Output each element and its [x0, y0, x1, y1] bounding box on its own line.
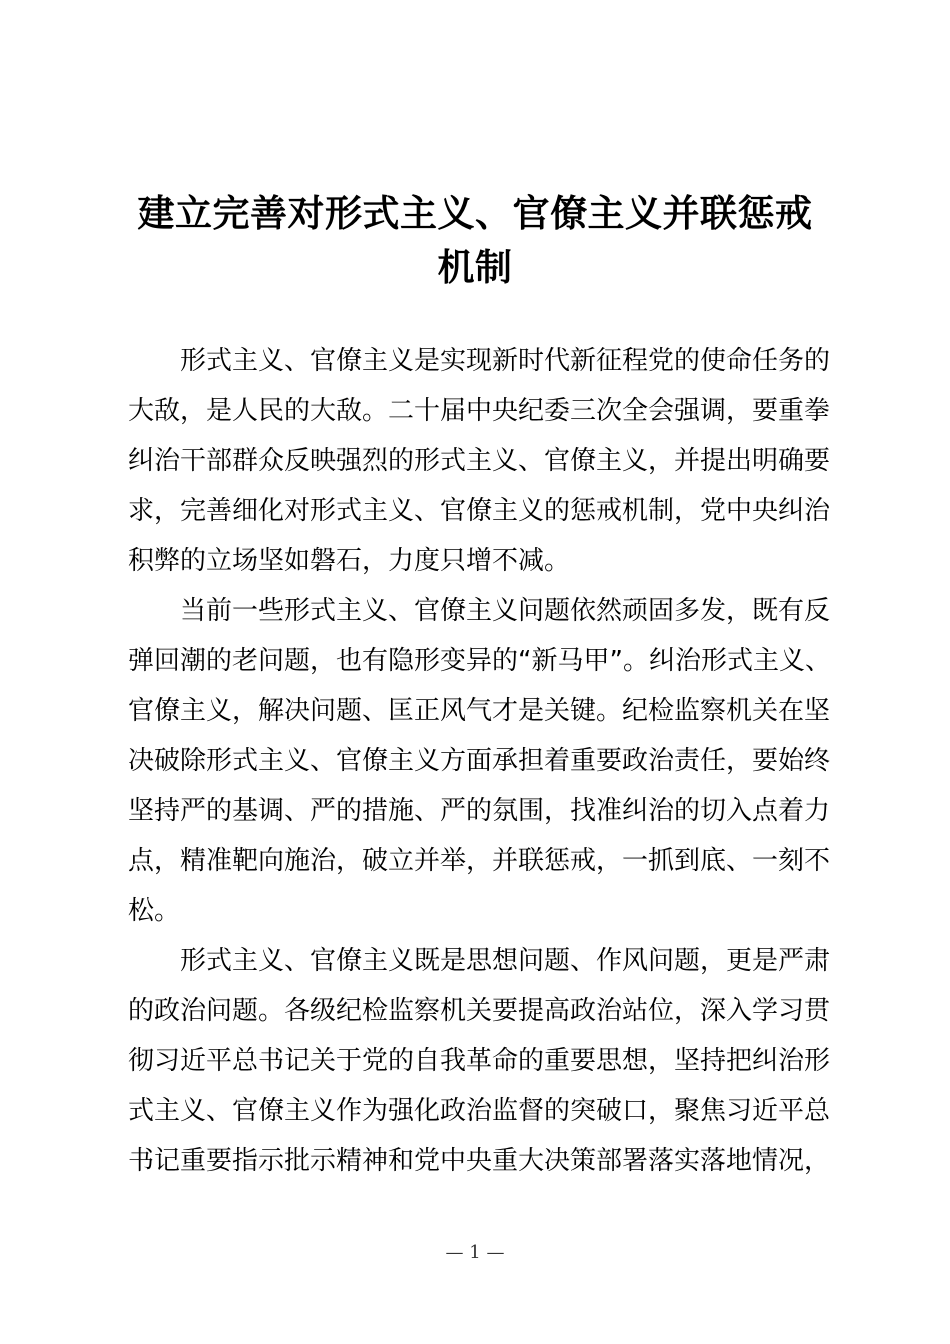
text-line: 官僚主义，解决问题、匡正风气才是关键。纪检监察机关在坚: [128, 696, 831, 726]
text-line: 形式主义、官僚主义是实现新时代新征程党的使命任务的: [180, 346, 831, 376]
title-line: 建立完善对形式主义、官僚主义并联惩戒: [137, 191, 813, 235]
paragraph-2: [128, 586, 831, 936]
text-line: 形式主义、官僚主义既是思想问题、作风问题，更是严肃: [180, 946, 831, 976]
paragraph-1: [128, 336, 831, 586]
document-body: [128, 336, 831, 1186]
document-title: [110, 186, 840, 294]
text-line: 坚持严的基调、严的措施、严的氛围，找准纠治的切入点着力: [128, 796, 831, 826]
page-number: — 1 —: [445, 1242, 505, 1263]
title-line: 机制: [437, 245, 513, 289]
text-line: 书记重要指示批示精神和党中央重大决策部署落实落地情况，: [128, 1146, 831, 1176]
text-line: 当前一些形式主义、官僚主义问题依然顽固多发，既有反: [180, 596, 831, 626]
text-line: 彻习近平总书记关于党的自我革命的重要思想，坚持把纠治形: [128, 1046, 831, 1076]
text-line: 的政治问题。各级纪检监察机关要提高政治站位，深入学习贯: [128, 996, 831, 1026]
paragraph-3: [128, 936, 831, 1186]
text-line: 式主义、官僚主义作为强化政治监督的突破口，聚焦习近平总: [128, 1096, 831, 1126]
text-line: 求，完善细化对形式主义、官僚主义的惩戒机制，党中央纠治: [128, 496, 831, 526]
text-line: 点，精准靶向施治，破立并举，并联惩戒，一抓到底、一刻不: [128, 846, 831, 876]
text-line: 纠治干部群众反映强烈的形式主义、官僚主义，并提出明确要: [128, 446, 831, 476]
text-line: 决破除形式主义、官僚主义方面承担着重要政治责任，要始终: [128, 746, 831, 776]
text-line: 松。: [128, 896, 181, 926]
text-line: 积弊的立场坚如磐石，力度只增不减。: [128, 546, 571, 576]
text-line: 弹回潮的老问题，也有隐形变异的“新马甲”。纠治形式主义、: [128, 646, 831, 676]
text-line: 大敌，是人民的大敌。二十届中央纪委三次全会强调，要重拳: [128, 396, 831, 426]
